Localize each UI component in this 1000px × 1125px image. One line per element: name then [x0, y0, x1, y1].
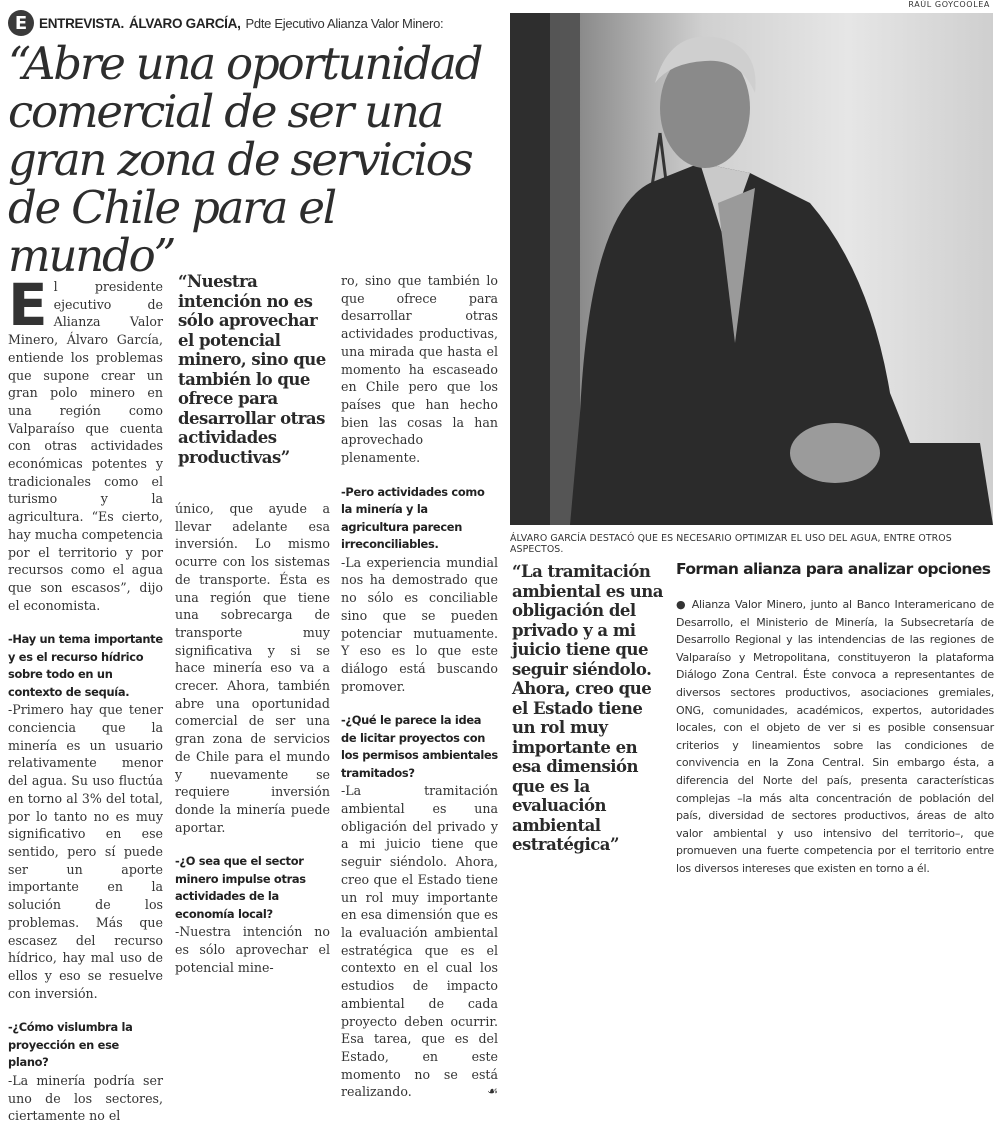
bullet-icon: ● [676, 598, 687, 611]
question-2: -¿Cómo vislumbra la proyección en ese plano? [8, 1020, 133, 1070]
article-column-2 [175, 500, 330, 976]
question-1: -Hay un tema importante y es el recurso hídrico sobre todo en un contexto de sequía. [8, 632, 163, 699]
pull-quote-2: “La tramitación ambiental es una obligación del privado y a mi juicio tiene que seguir siéndolo. Ahora, creo que el Estado tiene un rol muy importante en esa dimensión que es la evaluación ambiental estratégica” [512, 562, 663, 854]
article-column-3 [341, 272, 498, 1101]
answer-3-start: -Nuestra intención no es sólo aprovechar el potencial mine- [175, 924, 330, 975]
section-label: ENTREVISTA. [39, 15, 124, 31]
portrait-illustration [510, 13, 993, 525]
sidebar-body [676, 596, 994, 878]
answer-2-start: -La minería podría ser uno de los sectores, ciertamente no el [8, 1072, 163, 1124]
end-mark-icon: ☙ [487, 1084, 498, 1099]
section-badge: E [8, 10, 34, 36]
answer-5: -La tramitación ambiental es una obligación del privado y a mi juicio tiene que seguir siéndolo. Ahora, creo que el Estado tiene un rol muy importante en esa dimensión que es la evaluación ambiental estratégica que es el contexto en el cual los estudios de impacto ambiental de cada proyecto deben ocurrir. Esa tarea, que es del Estado, en este momento no se está realizando. ☙ [341, 783, 498, 1100]
answer-2-cont: único, que ayude a llevar adelante esa inversión. Lo mismo ocurre con los sistemas de transporte. Ésta es una región que tiene una sobrecarga de transporte muy significativa y si se hace minería eso va a crecer. Ahora, también abre una oportunidad comercial de ser una gran zona de servicios de Chile para el mundo y nuevamente se requiere inversión donde la minería puede aportar. [175, 501, 330, 835]
interviewee-name: ÁLVARO GARCÍA, [128, 15, 241, 31]
photo-credit: RAÚL GOYCOOLEA [908, 0, 990, 9]
question-4: -Pero actividades como la minería y la agricultura parecen irreconciliables. [341, 484, 485, 552]
answer-3-cont: ro, sino que también lo que ofrece para desarrollar otras actividades productivas, una mirada que hasta el momento ha escaseado en Chile pero que los países que han hecho bien las cosas la han aprovechado plenamente. [341, 273, 498, 466]
pull-quote-1: “Nuestra intención no es sólo aprovechar el potencial minero, sino que también lo que ofrece para desarrollar otras actividades productivas” [178, 272, 326, 467]
question-5: -¿Qué le parece la idea de licitar proyectos con los permisos ambientales tramitados? [341, 713, 498, 780]
sidebar-title: Forman alianza para analizar opciones [676, 560, 991, 578]
answer-4: -La experiencia mundial nos ha demostrado que no sólo es conciliable sino que se pueden potenciar mutuamente. Y eso es lo que este diálogo está buscando promover. [341, 554, 498, 694]
question-3: -¿O sea que el sector minero impulse otras actividades de la economía local? [175, 854, 306, 921]
interviewee-role: Pdte Ejecutivo Alianza Valor Minero: [245, 15, 444, 31]
answer-1: -Primero hay que tener conciencia que la minería es un usuario relativamente menor del agua. Su uso fluctúa en torno al 3% del total, por lo tanto no es muy significativo en ese sentido, pero sí puede ser un aporte importante en la solución de los problemas. Más que escasez del recurso hídrico, hay mal uso de ellos y eso se resuelve con inversión. [8, 702, 163, 1001]
headline: “Abre una oportunidad comercial de ser una gran zona de servicios de Chile para el mundo” [8, 37, 482, 282]
article-kicker [8, 9, 506, 37]
portrait-photo [510, 13, 993, 525]
photo-caption: ÁLVARO GARCÍA DESTACÓ QUE ES NECESARIO OPTIMIZAR EL USO DEL AGUA, ENTRE OTROS ASPECTOS. [510, 533, 952, 555]
drop-cap: E [8, 271, 48, 339]
sidebar-text: Alianza Valor Minero, junto al Banco Interamericano de Desarrollo, el Ministerio de Minería, la Subsecretaría de Desarrollo Regional y las intendencias de las regiones de Valparaíso y Metropolitana, constituyeron la plataforma Diálogo Zona Central. Éste convoca a representantes de diversos sectores productivos, asociaciones gremiales, ONG, comunidades, académicos, expertos, autoridades locales, con el objeto de ver si es posible consensuar criterios y lineamientos sobre las condiciones de convivencia en la Zona Central. Sin embargo ésta, a diferencia del Norte del país, presenta características complejas –la más alta concentración de población del país, diversidad de sectores productivos, áreas de alto valor ambiental y uso intensivo del territorio–, que promueven una fuerte competencia por el territorio entre los diversos intereses que existen en torno a él. [676, 598, 994, 875]
article-column-1 [8, 271, 163, 1125]
intro-paragraph: El presidente ejecutivo de Alianza Valor Minero, Álvaro García, entiende los problemas que supone crear un gran polo minero en una región como Valparaíso que cuenta con otras actividades económicas potentes y tradicionales como el turismo y la agricultura. “Es cierto, hay mucha competencia por el territorio y por recursos como el agua que son escasos”, dijo el economista. [8, 271, 163, 613]
